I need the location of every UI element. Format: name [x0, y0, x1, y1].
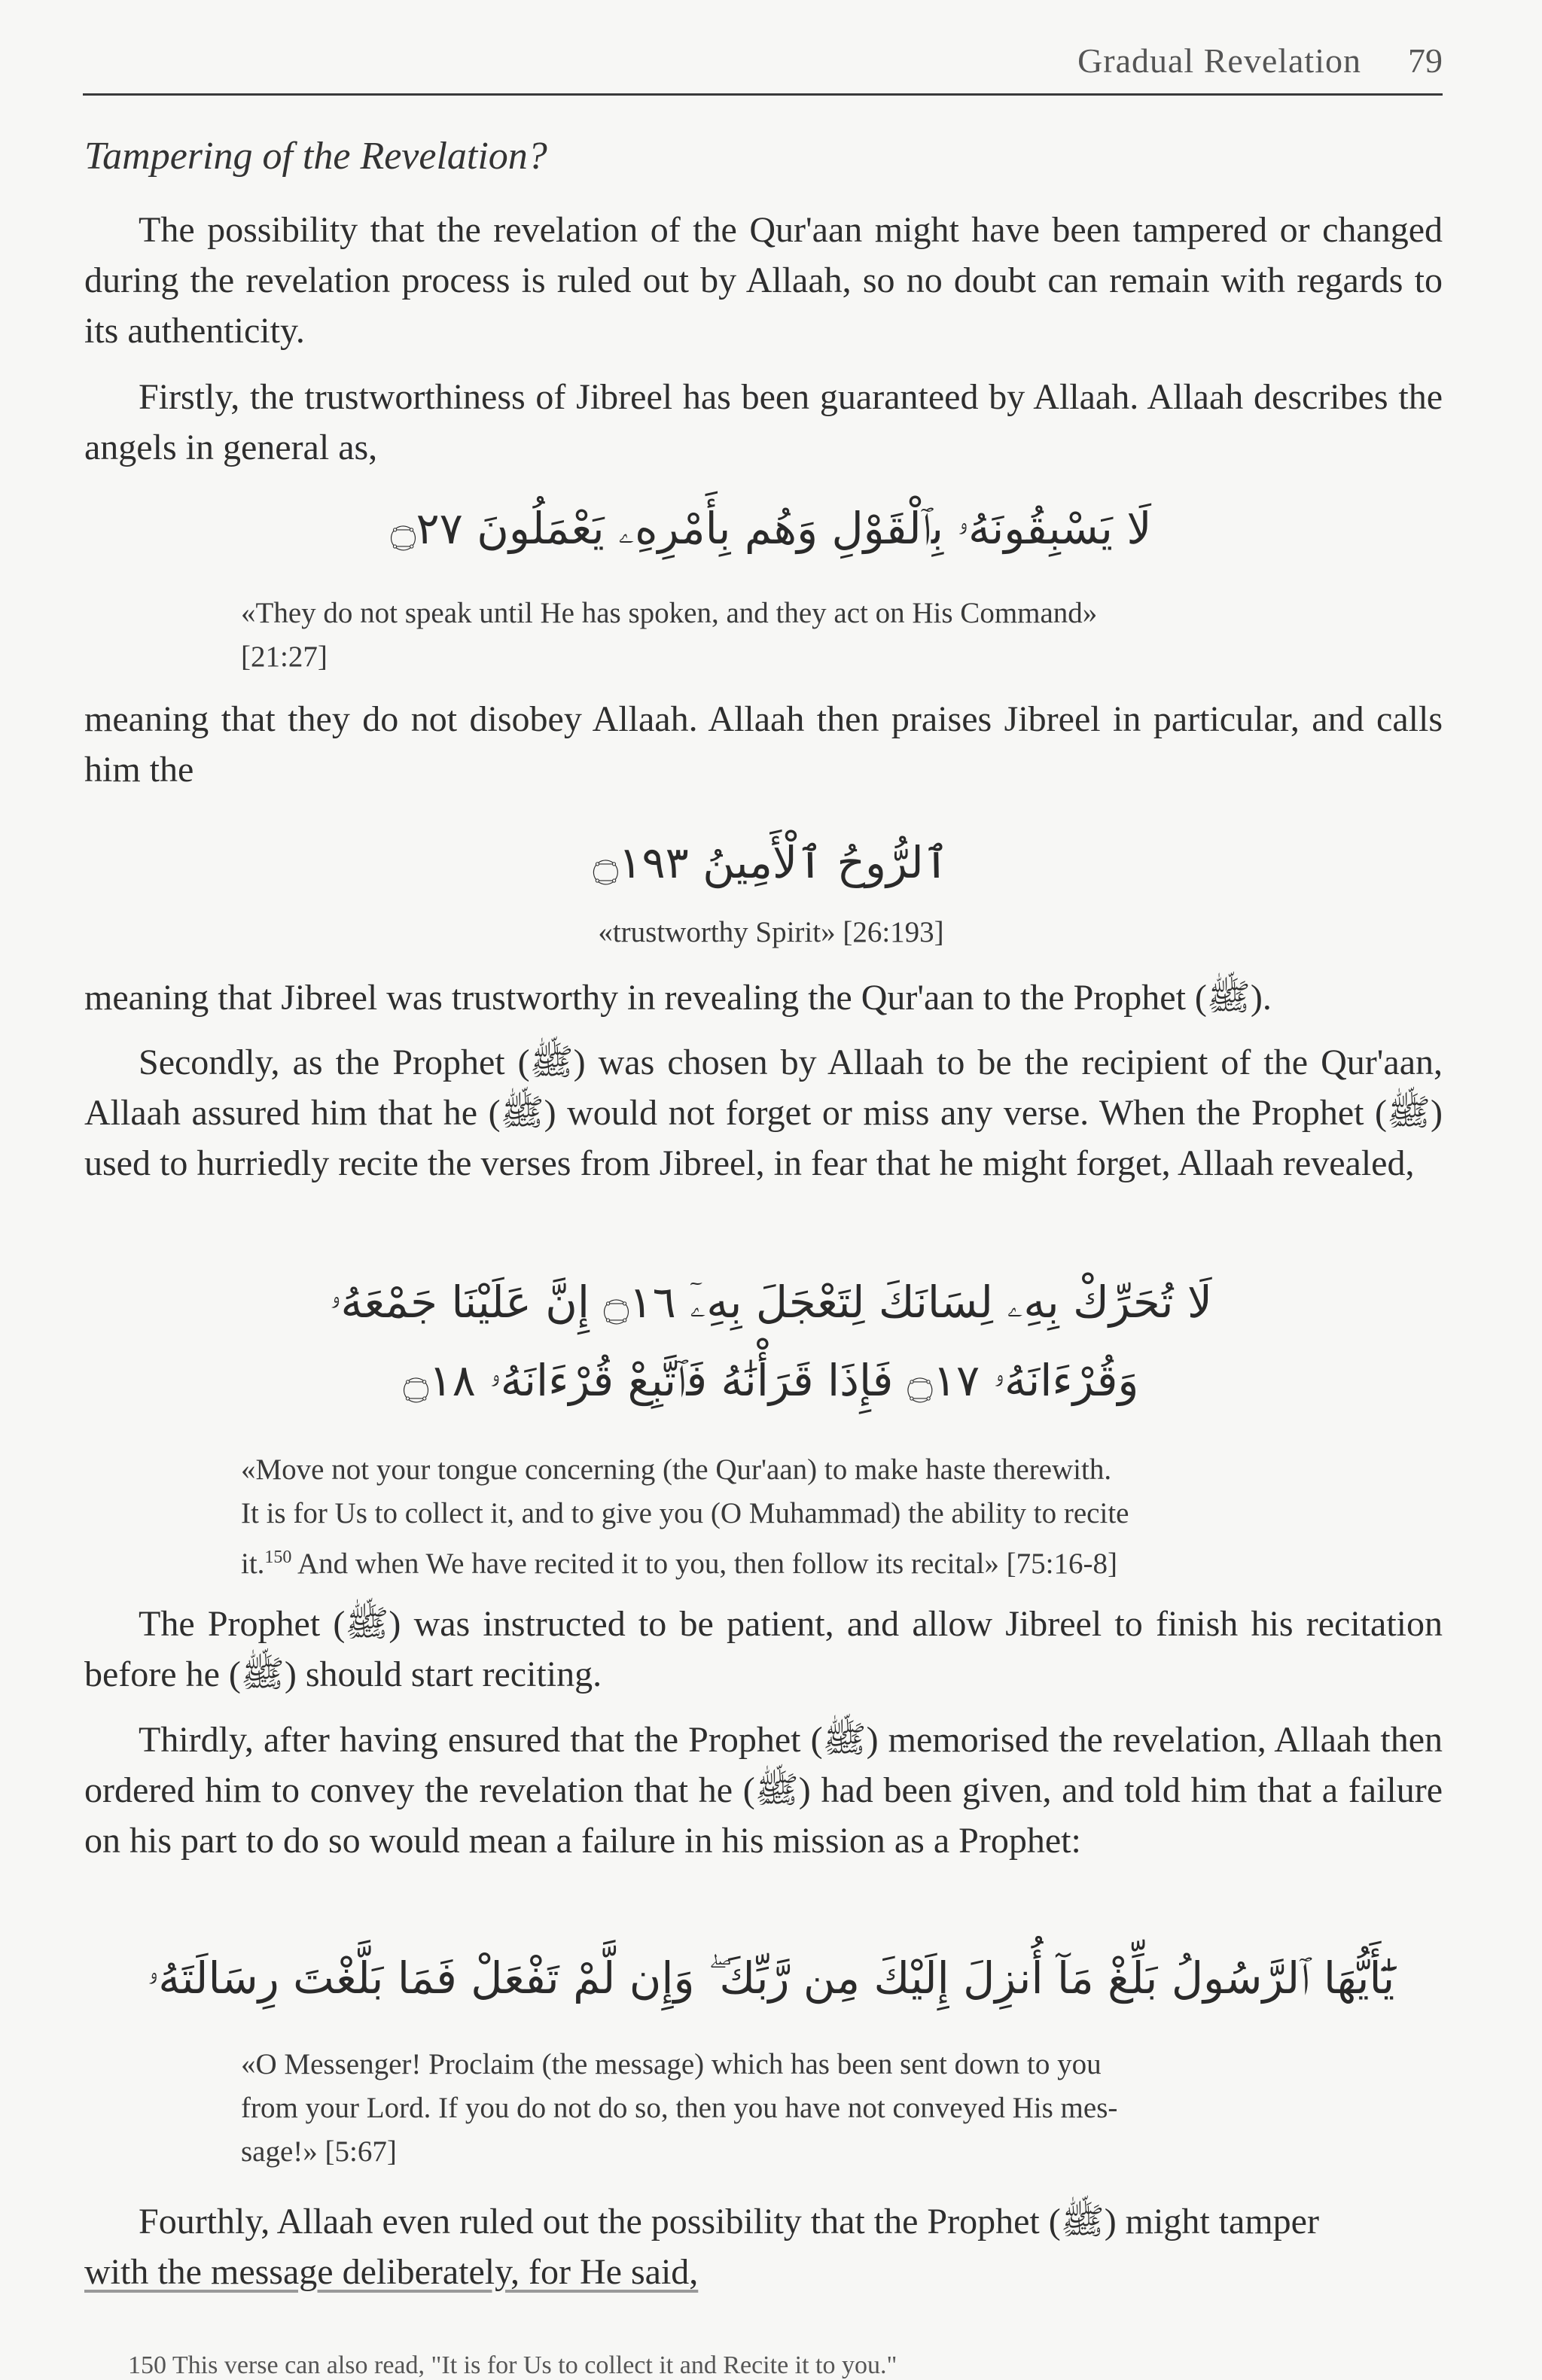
quote-text: it. [241, 1548, 265, 1580]
quote-line: «Move not your tongue concerning (the Qur'aan) to make haste therewith. [241, 1453, 1112, 1486]
quote-line: «They do not speak until He has spoken, and they act on His Command» [241, 597, 1098, 629]
quote-reference: [21:27] [241, 641, 328, 673]
paragraph: meaning that they do not disobey Allaah. Allaah then praises Jibreel in particular, and calls him the [84, 699, 1443, 790]
arabic-verse: ٱلرُّوحُ ٱلْأَمِينُ ۝١٩٣ [593, 837, 949, 888]
arabic-verse: لَا يَسْبِقُونَهُۥ بِٱلْقَوْلِ وَهُم بِأَمْرِهِۦ يَعْمَلُونَ ۝٢٧ [390, 503, 1152, 554]
quote-line: It is for Us to collect it, and to give you (O Muhammad) the ability to recite [241, 1497, 1129, 1529]
verse-translation [241, 2043, 1295, 2174]
arabic-verse-line: لَا تُحَرِّكْ بِهِۦ لِسَانَكَ لِتَعْجَلَ بِهِۦٓ ۝١٦ إِنَّ عَلَيْنَا جَمْعَهُۥ [329, 1277, 1213, 1328]
running-header [83, 41, 1443, 96]
paragraph: Firstly, the trustworthiness of Jibreel has been guaranteed by Allaah. Allaah describes the angels in general as, [84, 377, 1443, 467]
section-heading: Tampering of the Revelation? [84, 135, 547, 178]
verse-translation: «trustworthy Spirit» [26:193] [598, 916, 944, 948]
paragraph: The possibility that the revelation of the Qur'aan might have been tampered or changed during the revelation process is ruled out by Allaah, so no doubt can remain with regards to its authenticity. [84, 210, 1443, 351]
quote-text: And when We have recited it to you, then follow its recital» [75:16-8] [291, 1548, 1117, 1580]
paragraph: Thirdly, after having ensured that the Prophet (ﷺ) memorised the revelation, Allaah then ordered him to convey the revelation that he (ﷺ) had been given, and told him that a failure on his part to do so would mean a failure in his mission as a Prophet: [84, 1720, 1443, 1861]
verse-translation [241, 1448, 1295, 1586]
paragraph: Secondly, as the Prophet (ﷺ) was chosen by Allaah to be the recipient of the Qur'aan, Allaah assured him that he (ﷺ) would not forget or miss any verse. When the Prophet (ﷺ) used to hurriedly recite the verses from Jibreel, in fear that he might forget, Allaah revealed, [84, 1042, 1443, 1183]
paragraph [84, 2196, 1443, 2297]
footnote: 150 This verse can also read, "It is for Us to collect it and Recite it to you." [128, 2351, 897, 2379]
footnote-reference[interactable]: 150 [264, 1548, 292, 1567]
paragraph-text: Fourthly, Allaah even ruled out the possibility that the Prophet (ﷺ) might tamper [139, 2202, 1319, 2242]
arabic-verse: يَٰٓأَيُّهَا ٱلرَّسُولُ بَلِّغْ مَآ أُنزِلَ إِلَيْكَ مِن رَّبِّكَ ۖ وَإِن لَّمْ تَفْعَلْ فَمَا بَلَّغْتَ رِسَالَتَهُۥ [147, 1952, 1395, 2004]
arabic-verse-line: وَقُرْءَانَهُۥ ۝١٧ فَإِذَا قَرَأْنَٰهُ فَٱتَّبِعْ قُرْءَانَهُۥ ۝١٨ [403, 1355, 1139, 1406]
paragraph: The Prophet (ﷺ) was instructed to be patient, and allow Jibreel to finish his recitation before he (ﷺ) should start reciting. [84, 1604, 1443, 1694]
quote-line [241, 1535, 1295, 1586]
chapter-title: Gradual Revelation [1077, 41, 1361, 80]
paragraph: meaning that Jibreel was trustworthy in revealing the Qur'aan to the Prophet (ﷺ). [84, 978, 1272, 1018]
quote-line: «O Messenger! Proclaim (the message) which has been sent down to you [241, 2048, 1102, 2080]
paragraph-text-underlined: with the message deliberately, for He said, [84, 2252, 699, 2292]
quote-line: sage!» [5:67] [241, 2135, 397, 2168]
quote-line: from your Lord. If you do not do so, then you have not conveyed His mes- [241, 2092, 1118, 2124]
page-number: 79 [1408, 41, 1443, 80]
verse-translation [241, 592, 1295, 679]
